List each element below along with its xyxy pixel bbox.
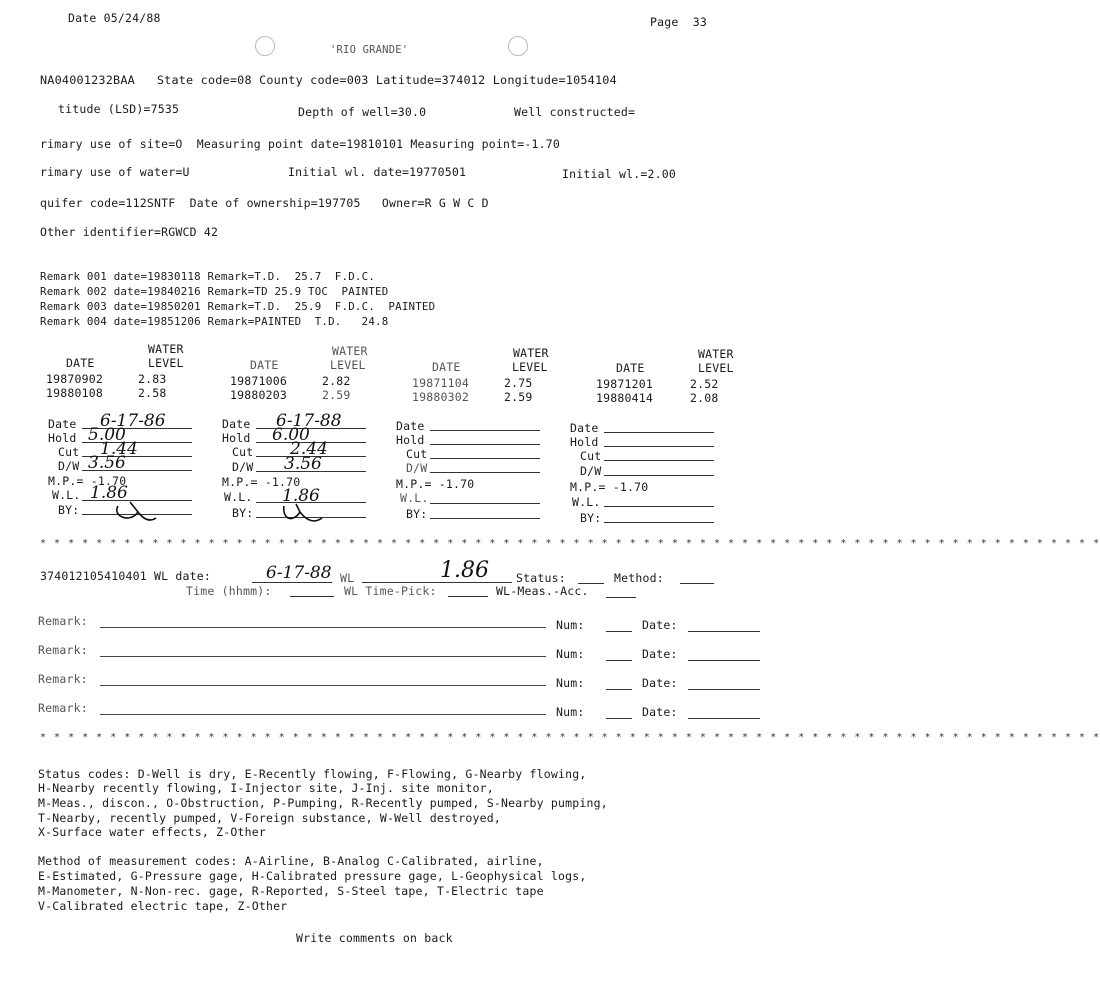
num-label: Num: bbox=[556, 676, 585, 690]
remark-label: Remark: bbox=[38, 643, 88, 657]
form-label-date: Date bbox=[396, 419, 425, 433]
form-label-dw: D/W bbox=[406, 461, 428, 475]
method-label: Method: bbox=[614, 571, 664, 585]
form-label-cut: Cut bbox=[232, 445, 254, 459]
hand-dw: 3.56 bbox=[284, 454, 322, 474]
col-header-date: DATE bbox=[616, 361, 645, 375]
wl-entry-site: 374012105410401 WL date: bbox=[40, 569, 211, 583]
remark-003: Remark 003 date=19850201 Remark=T.D. 25.9 F.D.C. PAINTED bbox=[40, 300, 436, 313]
date-label: Date: bbox=[642, 647, 678, 661]
time-label: Time (hhmm): bbox=[186, 584, 272, 598]
wl-meas-acc-label: WL-Meas.-Acc. bbox=[496, 584, 589, 598]
col-header-level: LEVEL bbox=[148, 356, 184, 370]
remark-004: Remark 004 date=19851206 Remark=PAINTED T.D. 24.8 bbox=[40, 315, 389, 328]
form-label-mp: M.P.= -1.70 bbox=[570, 480, 649, 494]
form-label-hold: Hold bbox=[396, 433, 425, 447]
form-label-date: Date bbox=[570, 421, 599, 435]
form-label-cut: Cut bbox=[580, 449, 602, 463]
form-label-dw: D/W bbox=[58, 459, 80, 473]
site-line-1: NA04001232BAA State code=08 County code=003 Latitude=374012 Longitude=1054104 bbox=[40, 73, 617, 87]
form-label-date: Date bbox=[222, 417, 251, 431]
form-label-by: BY: bbox=[406, 507, 428, 521]
table-cell-date: 19880302 bbox=[412, 390, 469, 404]
table-cell-level: 2.08 bbox=[690, 391, 719, 405]
report-title: 'RIO GRANDE' bbox=[330, 44, 409, 56]
date-label: Date: bbox=[642, 676, 678, 690]
page-number: Page 33 bbox=[650, 15, 707, 29]
remark-001: Remark 001 date=19830118 Remark=T.D. 25.7 F.D.C. bbox=[40, 270, 376, 283]
form-label-cut: Cut bbox=[406, 447, 428, 461]
initials-mark bbox=[278, 500, 328, 530]
legend-line: V-Calibrated electric tape, Z-Other bbox=[38, 899, 288, 913]
form-label-wl: W.L. bbox=[224, 490, 253, 504]
legend-line: M-Meas., discon., O-Obstruction, P-Pumping, R-Recently pumped, S-Nearby pumping, bbox=[38, 796, 608, 810]
table-cell-date: 19871104 bbox=[412, 376, 469, 390]
site-altitude: titude (LSD)=7535 bbox=[58, 102, 180, 116]
site-constructed: Well constructed= bbox=[514, 105, 636, 119]
table-cell-level: 2.59 bbox=[504, 390, 533, 404]
table-cell-date: 19880414 bbox=[596, 391, 653, 405]
site-use-water: rimary use of water=U bbox=[40, 165, 190, 179]
initials-mark bbox=[110, 498, 160, 528]
col-header-water: WATER bbox=[698, 347, 734, 361]
legend-line: M-Manometer, N-Non-rec. gage, R-Reported, S-Steel tape, T-Electric tape bbox=[38, 884, 544, 898]
form-label-hold: Hold bbox=[222, 431, 251, 445]
hand-wl-value: 1.86 bbox=[440, 558, 489, 583]
hand-hold: 5.00 bbox=[88, 425, 126, 445]
table-cell-level: 2.75 bbox=[504, 376, 533, 390]
footer-note: Write comments on back bbox=[296, 931, 453, 945]
form-label-by: BY: bbox=[232, 506, 254, 520]
hand-date: 6-17-86 bbox=[100, 411, 166, 431]
col-header-water: WATER bbox=[513, 346, 549, 360]
date-label: Date: bbox=[642, 705, 678, 719]
form-label-wl: W.L. bbox=[400, 491, 429, 505]
col-header-water: WATER bbox=[332, 344, 368, 358]
separator-row: * * * * * * * * * * * * * * * * * * * * * * * * * * * * * * * * * * * * * * * * * * * * * * * * * * * * * * * * * * * * * * * * * * * * * * * * * * * * bbox=[40, 732, 1100, 743]
form-label-mp: M.P.= -1.70 bbox=[396, 477, 475, 491]
hand-cut: 1.44 bbox=[100, 439, 138, 459]
legend-line: H-Nearby recently flowing, I-Injector site, J-Inj. site monitor, bbox=[38, 781, 494, 795]
table-cell-level: 2.83 bbox=[138, 372, 167, 386]
site-initial-wl-date: Initial wl. date=19770501 bbox=[288, 165, 467, 179]
table-cell-level: 2.58 bbox=[138, 386, 167, 400]
separator-row: * * * * * * * * * * * * * * * * * * * * * * * * * * * * * * * * * * * * * * * * * * * * * * * * * * * * * * * * * * * * * * * * * * * * * * * * * * * * bbox=[40, 538, 1100, 549]
table-cell-level: 2.59 bbox=[322, 388, 351, 402]
form-label-dw: D/W bbox=[580, 464, 602, 478]
col-header-water: WATER bbox=[148, 342, 184, 356]
remark-002: Remark 002 date=19840216 Remark=TD 25.9 TOC PAINTED bbox=[40, 285, 389, 298]
col-header-date: DATE bbox=[66, 356, 95, 370]
num-label: Num: bbox=[556, 705, 585, 719]
col-header-date: DATE bbox=[250, 358, 279, 372]
legend-line: Method of measurement codes: A-Airline, B-Analog C-Calibrated, airline, bbox=[38, 854, 544, 868]
hand-wl: 1.86 bbox=[90, 483, 128, 503]
table-cell-level: 2.52 bbox=[690, 377, 719, 391]
date-label: Date: bbox=[642, 618, 678, 632]
hand-wl-date: 6-17-88 bbox=[266, 563, 332, 583]
table-cell-date: 19871201 bbox=[596, 377, 653, 391]
legend-line: X-Surface water effects, Z-Other bbox=[38, 825, 266, 839]
form-label-mp: M.P.= -1.70 bbox=[222, 475, 301, 489]
hand-cut: 2.44 bbox=[290, 439, 328, 459]
form-label-mp: M.P.= -1.70 bbox=[48, 474, 127, 488]
col-header-level: LEVEL bbox=[330, 358, 366, 372]
form-label-hold: Hold bbox=[48, 431, 77, 445]
site-depth: Depth of well=30.0 bbox=[298, 105, 427, 119]
table-cell-date: 19880203 bbox=[230, 388, 287, 402]
hand-hold: 6.00 bbox=[272, 425, 310, 445]
num-label: Num: bbox=[556, 647, 585, 661]
form-label-dw: D/W bbox=[232, 460, 254, 474]
remark-label: Remark: bbox=[38, 701, 88, 715]
table-cell-level: 2.82 bbox=[322, 374, 351, 388]
form-label-by: BY: bbox=[580, 511, 602, 525]
status-label: Status: bbox=[516, 571, 566, 585]
table-cell-date: 19880108 bbox=[46, 386, 103, 400]
wl-time-pick-label: WL Time-Pick: bbox=[344, 584, 437, 598]
legend-line: E-Estimated, G-Pressure gage, H-Calibrated pressure gage, L-Geophysical logs, bbox=[38, 869, 587, 883]
site-initial-wl: Initial wl.=2.00 bbox=[562, 167, 676, 181]
legend-line: T-Nearby, recently pumped, V-Foreign substance, W-Well destroyed, bbox=[38, 811, 502, 825]
punch-hole bbox=[255, 36, 275, 56]
table-cell-date: 19870902 bbox=[46, 372, 103, 386]
hand-date: 6-17-88 bbox=[276, 411, 342, 431]
form-label-by: BY: bbox=[58, 503, 80, 517]
site-line-6: Other identifier=RGWCD 42 bbox=[40, 225, 219, 239]
num-label: Num: bbox=[556, 618, 585, 632]
table-cell-date: 19871006 bbox=[230, 374, 287, 388]
form-label-hold: Hold bbox=[570, 435, 599, 449]
form-label-date: Date bbox=[48, 417, 77, 431]
remark-label: Remark: bbox=[38, 672, 88, 686]
form-label-wl: W.L. bbox=[52, 488, 81, 502]
hand-dw: 3.56 bbox=[88, 453, 126, 473]
form-label-cut: Cut bbox=[58, 445, 80, 459]
col-header-date: DATE bbox=[432, 360, 461, 374]
wl-label: WL bbox=[340, 571, 355, 585]
site-line-5: quifer code=112SNTF Date of ownership=197705 Owner=R G W C D bbox=[40, 196, 489, 210]
report-date: Date 05/24/88 bbox=[68, 11, 161, 25]
form-label-wl: W.L. bbox=[572, 495, 601, 509]
remark-label: Remark: bbox=[38, 614, 88, 628]
punch-hole bbox=[508, 36, 528, 56]
col-header-level: LEVEL bbox=[512, 360, 548, 374]
col-header-level: LEVEL bbox=[698, 361, 734, 375]
hand-wl: 1.86 bbox=[282, 486, 320, 506]
site-line-3: rimary use of site=O Measuring point date=19810101 Measuring point=-1.70 bbox=[40, 137, 561, 151]
legend-line: Status codes: D-Well is dry, E-Recently flowing, F-Flowing, G-Nearby flowing, bbox=[38, 767, 587, 781]
